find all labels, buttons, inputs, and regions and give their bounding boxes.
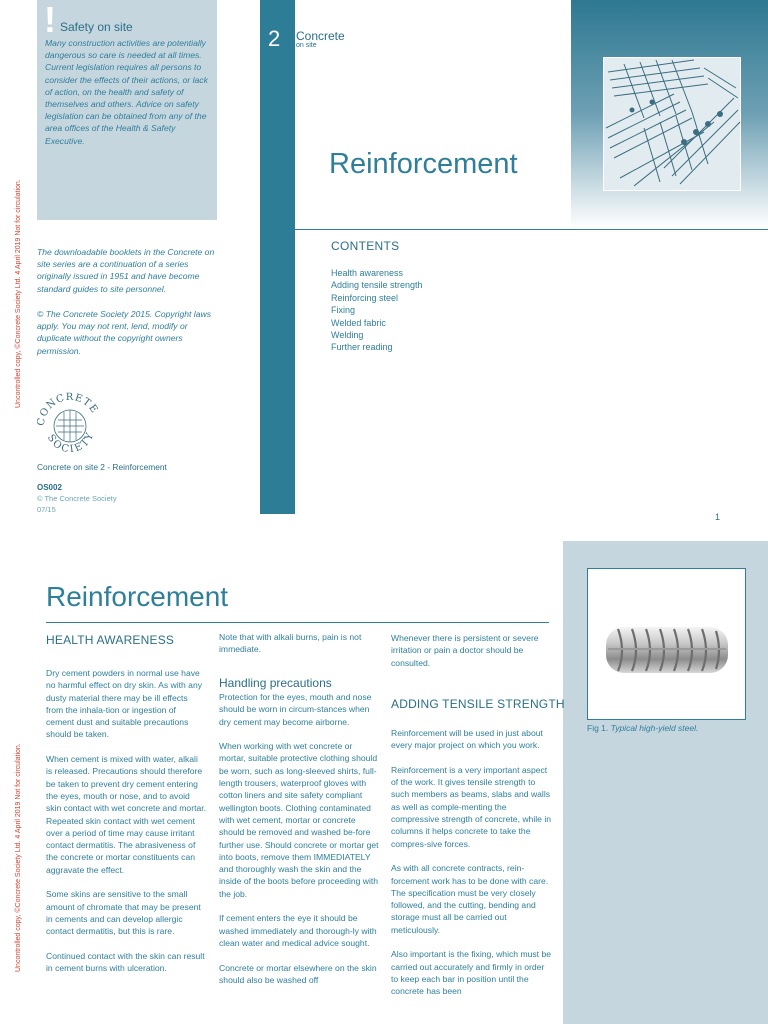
column-3-top	[391, 632, 551, 681]
contents-item[interactable]: Welded fabric	[331, 317, 386, 328]
watermark-text: Uncontrolled copy, ©Concrete Society Ltd. 4 April 2019 Not for circulation.	[15, 179, 22, 408]
document-name: Concrete on site 2 - Reinforcement	[37, 462, 167, 472]
paragraph: If cement enters the eye it should be washed immediately and thorough-ly with clean water and medical advice sought.	[219, 913, 377, 948]
paragraph: Protection for the eyes, mouth and nose should be worn in circum-stances when dry cement may become airborne.	[219, 692, 372, 727]
page-number: 1	[715, 512, 721, 522]
contents-item[interactable]: Further reading	[331, 342, 393, 353]
booklet-title: Reinforcement	[329, 148, 518, 180]
title-divider	[46, 622, 549, 623]
figure-number: Fig 1.	[587, 723, 609, 733]
title-divider	[295, 229, 768, 230]
series-note: The downloadable booklets in the Concrete on site series are a continuation of a series originally issued in 1951 and have become standard guides to site personnel.	[37, 247, 215, 294]
paragraph: Also important is the fixing, which must be carried out accurately and firmly in order to keep each bar in position until the concrete has been	[391, 949, 552, 997]
contents-list	[331, 267, 423, 354]
paragraph: When cement is mixed with water, alkali is released. Precautions should therefore be taken to prevent dry cement entering the eyes, mouth or nose, and to avoid skin contact with wet concrete and mortar. Repeated skin contact with wet cement over a period of time may cause irritant contact dermatitis. The abrasiveness of the concrete or mortar constituents can aggravate the effect.	[46, 754, 207, 875]
paragraph: Concrete or mortar elsewhere on the skin should also be washed off	[219, 962, 377, 985]
watermark-text: Uncontrolled copy, ©Concrete Society Ltd. 4 April 2019 Not for circulation.	[15, 743, 22, 972]
paragraph: Some skins are sensitive to the small amount of chromate that may be present in cements and can develop allergic contact dermatitis, but this is rare.	[46, 889, 201, 937]
series-subtitle: on site	[296, 42, 317, 49]
contents-heading: CONTENTS	[331, 239, 400, 253]
contents-item[interactable]: Health awareness	[331, 268, 404, 278]
paragraph: Reinforcement will be used in just about every major project on which you work.	[391, 728, 543, 751]
contents-item[interactable]: Welding	[331, 330, 364, 341]
high-yield-steel-bar-image	[587, 568, 746, 720]
figure-caption	[587, 723, 698, 733]
safety-text: Many construction activities are potentially dangerous so care is needed at all times. Current legislation requires all persons to consider the effects of their actions, or lack of action, on the health and safety of themselves and others. Advice on safety legislation can be obtained from any of the area offices of the Health & Safety Executive.	[45, 38, 208, 146]
adding-tensile-strength-heading: ADDING TENSILE STRENGTH	[391, 697, 565, 711]
page-title: Reinforcement	[46, 581, 229, 612]
series-name: Concrete	[296, 29, 345, 43]
paragraph: As with all concrete contracts, rein-forcement work has to be done with care. The specification must be very closely followed, and the cutting, bending and storage must all be carried out meticulously.	[391, 863, 549, 935]
paragraph: Whenever there is persistent or severe irritation or pain a doctor should be consulted.	[391, 633, 539, 668]
document-owner: © The Concrete Society	[37, 494, 117, 503]
safety-title: Safety on site	[60, 20, 133, 34]
contents-item[interactable]: Reinforcing steel	[331, 292, 399, 303]
handling-precautions-heading: Handling precautions	[219, 676, 332, 690]
paragraph: Continued contact with the skin can result in cement burns with ulceration.	[46, 950, 205, 974]
svg-text:SOCIETY	[45, 430, 97, 456]
contents-item[interactable]: Fixing	[331, 305, 356, 316]
paragraph: Note that with alkali burns, pain is not immediate.	[219, 632, 362, 655]
paragraph: When working with wet concrete or mortar, suitable protective clothing should be worn, such as long-sleeved shirts, full-length trousers, waterproof gloves with cotton liners and site safety compliant wellington boots. Clothing contaminated with wet cement, mortar or concrete should be removed and washed be-fore further use. Should concrete or mortar get into boots, remove them IMMEDIATELY and thoroughly wash the skin and the inside of the boots before proceeding with the job.	[219, 741, 379, 899]
health-awareness-heading: HEALTH AWARENESS	[46, 633, 175, 647]
logo-top-text: CONCRETE	[35, 391, 100, 427]
series-bar	[260, 0, 295, 514]
contents-item[interactable]: Adding tensile strength	[331, 280, 423, 291]
logo-bottom-text: SOCIETY	[44, 429, 97, 456]
paragraph: Dry cement powders in normal use have no harmful effect on dry skin. As with any dusty material there may be ill effects from the inhala-tion or ingestion of cement dust and suitable precautions should be taken.	[46, 668, 203, 740]
column-3	[391, 727, 551, 1010]
column-2-top	[219, 631, 379, 668]
copyright-note: © The Concrete Society 2015. Copyright laws apply. You may not rent, lend, modify or duplicate without the copyright owners permission.	[37, 309, 211, 356]
document-code: OS002	[37, 483, 62, 492]
document-date: 07/15	[37, 505, 56, 514]
concrete-society-logo	[34, 388, 106, 460]
svg-text:CONCRETE	[36, 392, 100, 427]
series-number: 2	[268, 26, 281, 51]
column-2	[219, 691, 379, 998]
paragraph: Reinforcement is a very important aspect of the work. It gives tensile strength to such members as beams, slabs and walls as well as comple-menting the compressive strength of concrete, while in columns it helps concrete to take the compres-sive forces.	[391, 764, 552, 849]
figure-caption-text: Typical high-yield steel.	[610, 723, 699, 733]
reinforcement-bars-image	[603, 57, 741, 191]
column-1	[46, 667, 206, 987]
exclamation-icon: !	[44, 0, 56, 40]
